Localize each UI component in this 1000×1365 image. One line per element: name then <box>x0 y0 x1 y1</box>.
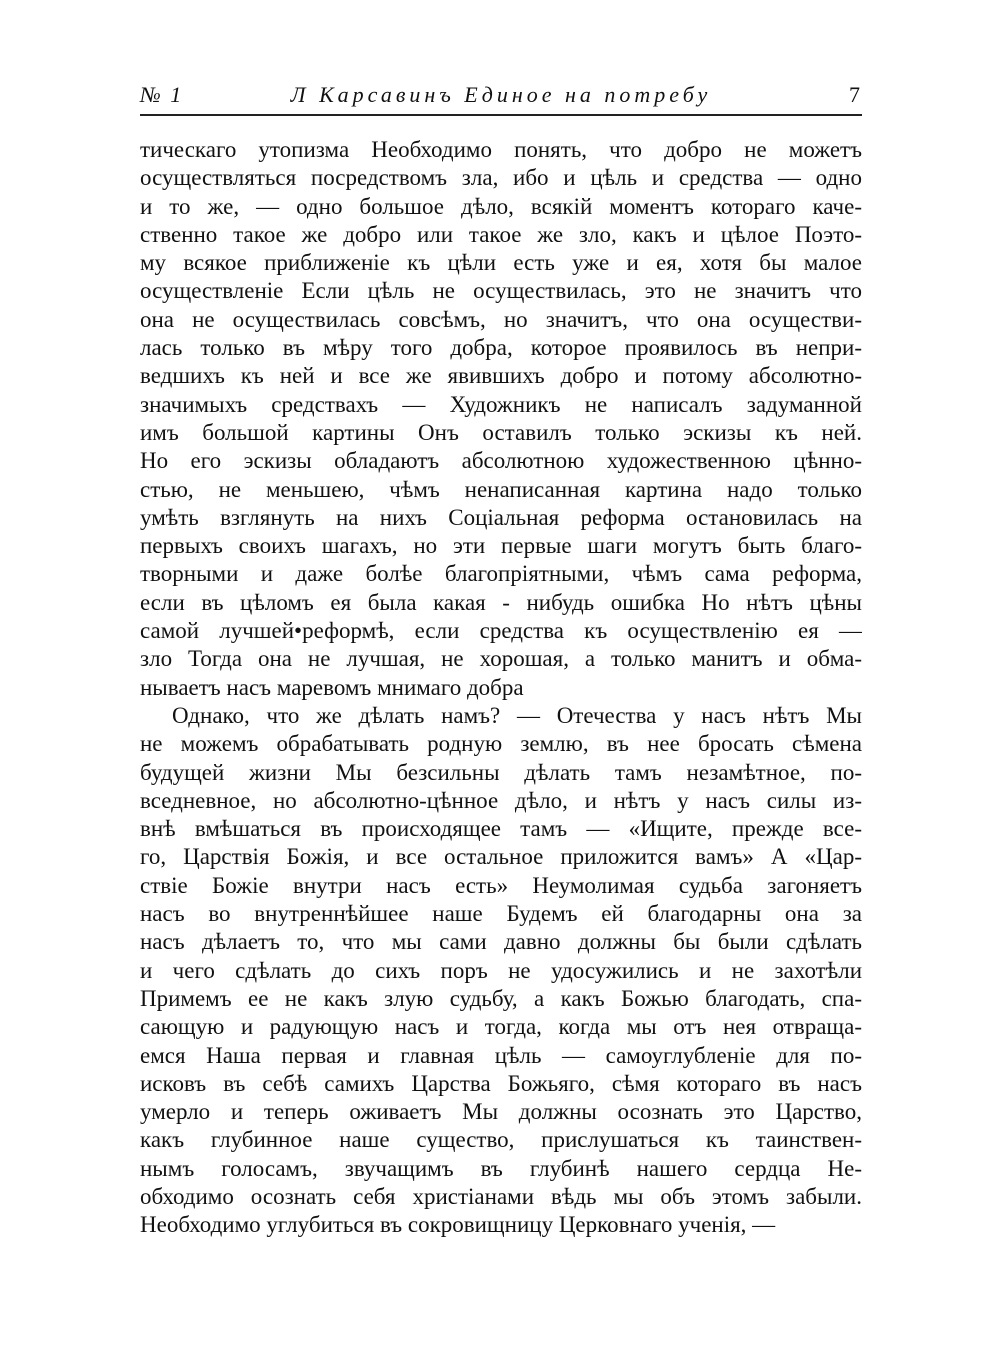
text-line: она не осуществилась совсѣмъ, но значитъ, что она осуществи- <box>140 306 862 332</box>
text-line: ведшихъ къ ней и все же явившихъ добро и потому абсолютно- <box>140 363 862 389</box>
body-text <box>140 136 862 1240</box>
text-line: зло Тогда она не лучшая, не хорошая, а только манитъ и обма- <box>140 646 862 672</box>
text-line: будущей жизни Мы безсильны дѣлать тамъ незамѣтное, по- <box>140 759 862 785</box>
text-line: имъ большой картины Онъ оставилъ только эскизы къ ней. <box>140 419 862 445</box>
text-line: лась только въ мѣру того добра, которое проявилось въ непри- <box>140 335 862 361</box>
text-line: и чего сдѣлать до сихъ поръ не удосужились и не захотѣли <box>140 957 862 983</box>
text-line: умерло и теперь оживаетъ Мы должны осознать это Царство, <box>140 1099 862 1125</box>
text-line: ственно такое же добро или такое же зло, какъ и цѣлое Поэто- <box>140 221 862 247</box>
text-line: самой лучшей•реформѣ, если средства къ осуществленію ея — <box>140 618 862 644</box>
text-line: осуществляться посредствомъ зла, ибо и цѣль и средства — одно <box>140 165 862 191</box>
text-line: насъ во внутреннѣйшее наше Будемъ ей благодарны она за <box>140 901 862 927</box>
running-title: Л Карсавинъ Единое на потребу <box>290 82 712 107</box>
text-line: исковъ въ себѣ самихъ Царства Божьяго, сѣмя котораго въ насъ <box>140 1070 862 1096</box>
text-line: внѣ вмѣшаться въ происходящее тамъ — «Ищите, прежде все- <box>140 816 862 842</box>
text-line: Примемъ ее не какъ злую судьбу, а какъ Божью благодать, спа- <box>140 985 862 1011</box>
text-line: стью, не меньшею, чѣмъ ненаписанная картина надо только <box>140 476 862 502</box>
text-line: осуществленіе Если цѣль не осуществилась, это не значитъ что <box>140 278 862 304</box>
text-line: нымъ голосамъ, звучащимъ въ глубинѣ нашего сердца Не- <box>140 1155 862 1181</box>
text-line: Необходимо углубиться въ сокровищницу Церковнаго ученія, — <box>140 1212 776 1238</box>
text-line: если въ цѣломъ ея была какая - нибудь ошибка Но нѣтъ цѣны <box>140 589 862 615</box>
header-rule <box>140 114 862 116</box>
page-number: 7 <box>849 82 862 107</box>
text-line: му всякое приближеніе къ цѣли есть уже и ея, хотя бы малое <box>140 250 862 276</box>
text-line: и то же, — одно большое дѣло, всякій моментъ котораго каче- <box>140 193 862 219</box>
text-line: го, Царствія Божія, и все остальное приложится вамъ» А «Цар- <box>140 844 862 870</box>
text-line: умѣть взглянуть на нихъ Соціальная реформа остановилась на <box>140 504 862 530</box>
text-line: какъ глубинное наше существо, прислушаться къ таинствен- <box>140 1127 862 1153</box>
text-line: Но его эскизы обладаютъ абсолютною художественною цѣнно- <box>140 448 862 474</box>
text-line: сающую и радующую насъ и тогда, когда мы отъ нея отвраща- <box>140 1014 862 1040</box>
paragraph <box>140 702 862 1240</box>
text-line: нываетъ насъ маревомъ мнимаго добра <box>140 674 524 700</box>
running-header <box>140 82 862 114</box>
issue-number: № 1 <box>140 82 184 107</box>
text-line: емся Наша первая и главная цѣль — самоуглубленіе для по- <box>140 1042 862 1068</box>
text-line: ствіе Божіе внутри насъ есть» Неумолимая судьба загоняетъ <box>140 872 862 898</box>
text-line: тическаго утопизма Необходимо понять, что добро не можетъ <box>140 137 862 162</box>
text-line: творными и даже болѣе благопріятными, чѣмъ сама реформа, <box>140 561 862 587</box>
paragraph <box>140 136 862 702</box>
text-line: вседневное, но абсолютно-цѣнное дѣло, и нѣтъ у насъ силы из- <box>140 787 862 813</box>
text-line: не можемъ обрабатывать родную землю, въ нее бросать сѣмена <box>140 731 862 757</box>
text-line: Однако, что же дѣлать намъ? — Отечества у насъ нѣтъ Мы <box>172 702 862 728</box>
text-line: значимыхъ средствахъ — Художникъ не написалъ задуманной <box>140 391 862 417</box>
text-line: насъ дѣлаетъ то, что мы сами давно должны бы были сдѣлать <box>140 929 862 955</box>
text-line: первыхъ своихъ шагахъ, но эти первые шаги могутъ быть благо- <box>140 533 862 559</box>
text-line: обходимо осознать себя христіанами вѣдь мы объ этомъ забыли. <box>140 1183 862 1209</box>
